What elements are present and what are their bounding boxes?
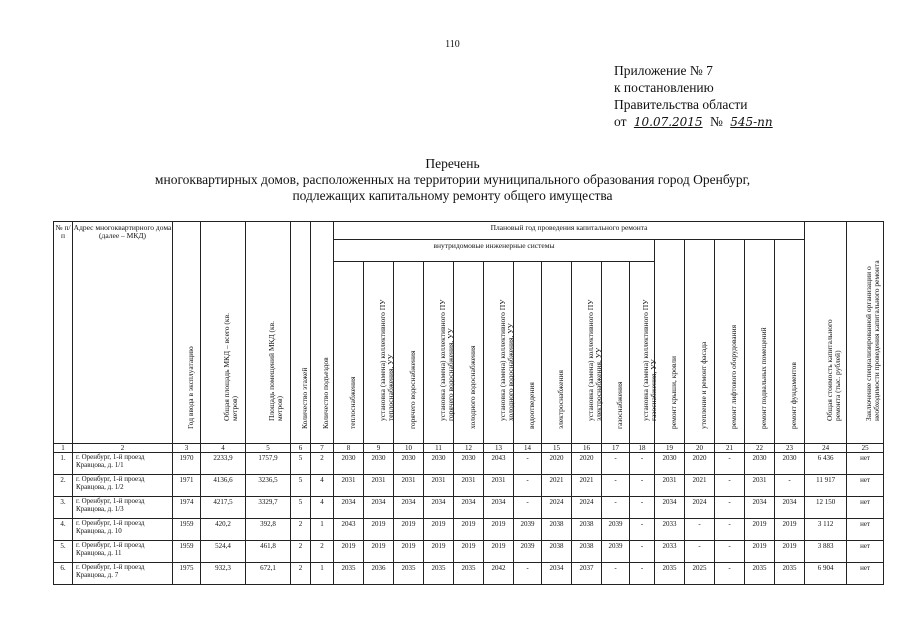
column-number: 20 (685, 444, 715, 453)
table-cell: - (685, 541, 715, 563)
table-cell: 1 (311, 563, 334, 585)
table-cell: 2039 (602, 541, 630, 563)
header-area-total (201, 222, 246, 444)
table-cell: 2034 (484, 497, 514, 519)
table-cell: 2035 (454, 563, 484, 585)
column-number: 12 (454, 444, 484, 453)
header-basement (745, 240, 775, 444)
column-number: 23 (775, 444, 805, 453)
table-cell: 2019 (424, 541, 454, 563)
table-cell: 2038 (542, 541, 572, 563)
table-cell: - (514, 563, 542, 585)
header-heat-meter (364, 262, 394, 444)
table-cell: - (630, 497, 655, 519)
table-cell: 2035 (745, 563, 775, 585)
header-conclusion-text: Заключение специализированной организации о необходимости проведения капитального ремонта (864, 260, 882, 421)
header-num: № п/п (54, 222, 73, 444)
table-cell: 12 150 (805, 497, 847, 519)
table-cell: 2034 (542, 563, 572, 585)
document-title (0, 156, 905, 204)
table-cell: 2019 (454, 541, 484, 563)
table-cell: 2034 (364, 497, 394, 519)
table-cell: 2031 (394, 475, 424, 497)
header-elec-meter-text: установка (замена) коллективного ПУ электроснабжения, УУ (585, 299, 603, 421)
column-number: 14 (514, 444, 542, 453)
table-cell: 2. (54, 475, 73, 497)
header-area-premises-text: Площадь помещений МКД (кв. метров) (267, 320, 284, 421)
table-cell: 1 (311, 519, 334, 541)
table-cell: 2038 (542, 519, 572, 541)
table-cell: 2043 (334, 519, 364, 541)
table-cell: 2025 (685, 563, 715, 585)
table-cell: - (630, 519, 655, 541)
table-cell: 2034 (745, 497, 775, 519)
appendix-number: 545-пп (730, 115, 773, 129)
table-cell: - (715, 453, 745, 475)
header-sewer-text: водоотведения (526, 382, 536, 429)
table-cell: - (630, 541, 655, 563)
table-cell: - (514, 475, 542, 497)
header-hot-meter (424, 262, 454, 444)
table-cell: 5 (291, 453, 311, 475)
header-gas (602, 262, 630, 444)
table-cell: 2039 (514, 541, 542, 563)
table-cell: нет (847, 519, 884, 541)
address-cell: г. Оренбург, 1-й проезд Кравцова, д. 1/3 (73, 497, 173, 519)
appendix-line-3: Правительства области (614, 97, 748, 112)
table-cell: - (602, 453, 630, 475)
table-cell: 4136,6 (201, 475, 246, 497)
table-cell: 2034 (454, 497, 484, 519)
table-cell: 4217,5 (201, 497, 246, 519)
table-cell: 2034 (394, 497, 424, 519)
table-cell: - (715, 519, 745, 541)
table-cell: 2019 (745, 541, 775, 563)
table-cell: 2030 (745, 453, 775, 475)
table-cell: 2030 (655, 453, 685, 475)
table-cell: 392,8 (246, 519, 291, 541)
table-row (54, 453, 884, 475)
header-elevator-text: ремонт лифтового оборудования (728, 324, 738, 429)
table-cell: 2019 (484, 519, 514, 541)
table-cell: 6. (54, 563, 73, 585)
appendix-line-2: к постановлению (614, 80, 714, 95)
header-facade-text: утепление и ремонт фасада (698, 341, 708, 429)
table-cell: 1975 (173, 563, 201, 585)
column-number: 19 (655, 444, 685, 453)
table-cell: 1959 (173, 541, 201, 563)
table-cell: - (775, 475, 805, 497)
column-number-row (54, 444, 884, 453)
table-cell: 2019 (334, 541, 364, 563)
column-number: 13 (484, 444, 514, 453)
header-elec-text: электроснабжения (555, 370, 565, 429)
table-cell: 524,4 (201, 541, 246, 563)
table-cell: 3 112 (805, 519, 847, 541)
table-cell: нет (847, 541, 884, 563)
table-cell: 2019 (364, 519, 394, 541)
header-sewer (514, 262, 542, 444)
header-cost (805, 222, 847, 444)
table-cell: 2019 (424, 519, 454, 541)
table-cell: 2024 (572, 497, 602, 519)
table-cell: нет (847, 453, 884, 475)
table-cell: 2035 (394, 563, 424, 585)
table-cell: - (602, 497, 630, 519)
table-cell: 2030 (394, 453, 424, 475)
table-cell: 2024 (685, 497, 715, 519)
header-foundation-text: ремонт фундаментов (788, 362, 798, 429)
table-cell: 2019 (454, 519, 484, 541)
table-cell: 2031 (655, 475, 685, 497)
header-cold-meter (484, 262, 514, 444)
table-cell: 2031 (334, 475, 364, 497)
table-cell: 5 (291, 497, 311, 519)
header-floors (291, 222, 311, 444)
table-cell: 2038 (572, 541, 602, 563)
header-hot (394, 262, 424, 444)
address-cell: г. Оренбург, 1-й проезд Кравцова, д. 1/1 (73, 453, 173, 475)
header-plan-year: Плановый год проведения капитального ремонта (334, 222, 805, 240)
column-number: 3 (173, 444, 201, 453)
table-cell: - (685, 519, 715, 541)
table-cell: 2039 (514, 519, 542, 541)
table-cell: - (630, 563, 655, 585)
table-cell: 2030 (334, 453, 364, 475)
header-elevator (715, 240, 745, 444)
header-cost-text: Общая стоимость капитального ремонта (тыс. рублей) (824, 319, 842, 421)
table-cell: 2021 (685, 475, 715, 497)
header-cold-meter-text: установка (замена) коллективного ПУ холодного водоснабжения, УУ (497, 299, 515, 421)
table-cell: 6 904 (805, 563, 847, 585)
table-cell: 2035 (775, 563, 805, 585)
table-cell: 4 (311, 497, 334, 519)
header-heat-text: теплоснабжения (347, 376, 357, 429)
header-area-total-text: Общая площадь МКД – всего (кв. метров) (222, 313, 239, 421)
table-cell: 2033 (655, 541, 685, 563)
column-number: 22 (745, 444, 775, 453)
table-cell: 2 (311, 453, 334, 475)
table-cell: - (514, 453, 542, 475)
column-number: 11 (424, 444, 454, 453)
table-cell: 2037 (572, 563, 602, 585)
table-row (54, 563, 884, 585)
table-row (54, 497, 884, 519)
column-number: 6 (291, 444, 311, 453)
column-number: 15 (542, 444, 572, 453)
table-cell: 2 (311, 541, 334, 563)
header-gas-text: газоснабжения (614, 381, 624, 429)
table-cell: - (514, 497, 542, 519)
table-cell: нет (847, 563, 884, 585)
table-cell: 2 (291, 519, 311, 541)
title-line-1: Перечень (425, 156, 480, 171)
table-cell: 2035 (424, 563, 454, 585)
table-cell: 2019 (484, 541, 514, 563)
table-cell: 2038 (572, 519, 602, 541)
header-cold (454, 262, 484, 444)
table-cell: нет (847, 497, 884, 519)
table-cell: 2039 (602, 519, 630, 541)
table-cell: 2019 (394, 541, 424, 563)
table-cell: 2042 (484, 563, 514, 585)
column-number: 18 (630, 444, 655, 453)
table-cell: 1757,9 (246, 453, 291, 475)
table-cell: 2019 (775, 541, 805, 563)
header-roof-text: ремонт крыши, кровли (668, 355, 678, 429)
table-cell: - (602, 563, 630, 585)
column-number: 25 (847, 444, 884, 453)
column-number: 8 (334, 444, 364, 453)
table-cell: 3 883 (805, 541, 847, 563)
table-cell: - (715, 541, 745, 563)
title-line-2: многоквартирных домов, расположенных на территории муниципального образования город Оренбург, (154, 172, 751, 187)
table-cell: 2019 (364, 541, 394, 563)
table-cell: 2021 (572, 475, 602, 497)
table-cell: 3. (54, 497, 73, 519)
table-cell: 2021 (542, 475, 572, 497)
table-cell: 6 436 (805, 453, 847, 475)
page-number: 110 (445, 39, 460, 50)
column-number: 1 (54, 444, 73, 453)
table-cell: 2031 (745, 475, 775, 497)
header-address: Адрес многоквартирного дома (далее – МКД) (73, 222, 173, 444)
address-cell: г. Оренбург, 1-й проезд Кравцова, д. 11 (73, 541, 173, 563)
table-cell: 2030 (775, 453, 805, 475)
table-cell: 2036 (364, 563, 394, 585)
header-gas-meter-text: установка (замена) коллективного ПУ газоснабжения, УУ (641, 299, 658, 421)
header-year-text: Год ввода в эксплуатацию (185, 346, 195, 429)
header-facade (685, 240, 715, 444)
appendix-date: 10.07.2015 (633, 115, 703, 129)
table-cell: 11 917 (805, 475, 847, 497)
address-cell: г. Оренбург, 1-й проезд Кравцова, д. 7 (73, 563, 173, 585)
table-cell: 2019 (394, 519, 424, 541)
table-cell: нет (847, 475, 884, 497)
table-cell: 1. (54, 453, 73, 475)
header-elec-meter (572, 262, 602, 444)
table-cell: 2019 (745, 519, 775, 541)
table-cell: 1974 (173, 497, 201, 519)
table-cell: 2020 (685, 453, 715, 475)
header-cold-text: холодного водоснабжения (467, 345, 477, 429)
table-cell: 2030 (364, 453, 394, 475)
table-cell: 420,2 (201, 519, 246, 541)
column-number: 4 (201, 444, 246, 453)
table-cell: 461,8 (246, 541, 291, 563)
table-cell: 2035 (655, 563, 685, 585)
table-cell: 2030 (424, 453, 454, 475)
appendix-line-1: Приложение № 7 (614, 63, 713, 78)
table-cell: 2024 (542, 497, 572, 519)
table-cell: - (630, 475, 655, 497)
table-row (54, 519, 884, 541)
table-cell: 672,1 (246, 563, 291, 585)
table-cell: 4. (54, 519, 73, 541)
table-cell: 2035 (334, 563, 364, 585)
header-hot-text: горячего водоснабжения (407, 350, 417, 429)
table-row (54, 475, 884, 497)
table-cell: 3236,5 (246, 475, 291, 497)
header-area-premises (246, 222, 291, 444)
table-cell: 2020 (572, 453, 602, 475)
header-entrances-text: Количество подъездов (321, 357, 330, 429)
table-cell: 1970 (173, 453, 201, 475)
table-cell: - (715, 497, 745, 519)
header-year (173, 222, 201, 444)
column-number: 16 (572, 444, 602, 453)
repair-table (53, 221, 884, 585)
table-cell: 4 (311, 475, 334, 497)
table-cell: 2031 (364, 475, 394, 497)
table-cell: 2020 (542, 453, 572, 475)
header-heat (334, 262, 364, 444)
header-roof (655, 240, 685, 444)
appendix-block (614, 62, 777, 131)
table-cell: 2 (291, 541, 311, 563)
column-number: 7 (311, 444, 334, 453)
column-number: 24 (805, 444, 847, 453)
column-number: 9 (364, 444, 394, 453)
table-cell: - (602, 475, 630, 497)
appendix-no-sign: № (709, 114, 723, 129)
table-cell: 5. (54, 541, 73, 563)
table-cell: 2030 (454, 453, 484, 475)
column-number: 5 (246, 444, 291, 453)
header-conclusion (847, 222, 884, 444)
table-cell: 2034 (655, 497, 685, 519)
table-cell: 2031 (454, 475, 484, 497)
table-cell: 1971 (173, 475, 201, 497)
table-cell: 2031 (484, 475, 514, 497)
table-cell: - (715, 475, 745, 497)
column-number: 17 (602, 444, 630, 453)
table-cell: - (630, 453, 655, 475)
table-cell: 2034 (334, 497, 364, 519)
table-cell: 2034 (424, 497, 454, 519)
column-number: 10 (394, 444, 424, 453)
column-number: 21 (715, 444, 745, 453)
table-row (54, 541, 884, 563)
header-hot-meter-text: установка (замена) коллективного ПУ горячего водоснабжения, УУ (437, 299, 455, 421)
header-engineering: внутридомовые инженерные системы (334, 240, 655, 262)
appendix-prefix: от (614, 114, 627, 129)
header-gas-meter (630, 262, 658, 444)
table-cell: 3329,7 (246, 497, 291, 519)
table-cell: 2033 (655, 519, 685, 541)
table-cell: 2233,9 (201, 453, 246, 475)
table-cell: 2034 (775, 497, 805, 519)
table-cell: 2043 (484, 453, 514, 475)
header-foundation (775, 240, 805, 444)
address-cell: г. Оренбург, 1-й проезд Кравцова, д. 10 (73, 519, 173, 541)
header-elec (542, 262, 572, 444)
header-floors-text: Количество этажей (299, 367, 309, 429)
appendix-line-4 (614, 113, 777, 131)
table-cell: 5 (291, 475, 311, 497)
title-line-3: подлежащих капитальному ремонту общего имущества (292, 188, 613, 203)
table-cell: 2 (291, 563, 311, 585)
table-cell: 1959 (173, 519, 201, 541)
table-cell: 2019 (775, 519, 805, 541)
table-cell: 932,3 (201, 563, 246, 585)
column-number: 2 (73, 444, 173, 453)
table-cell: 2031 (424, 475, 454, 497)
header-basement-text: ремонт подвальных помещений (758, 327, 768, 429)
header-entrances (311, 222, 334, 444)
address-cell: г. Оренбург, 1-й проезд Кравцова, д. 1/2 (73, 475, 173, 497)
header-heat-meter-text: установка (замена) коллективного ПУ теплоснабжения, УУ (377, 299, 395, 421)
table-cell: - (715, 563, 745, 585)
